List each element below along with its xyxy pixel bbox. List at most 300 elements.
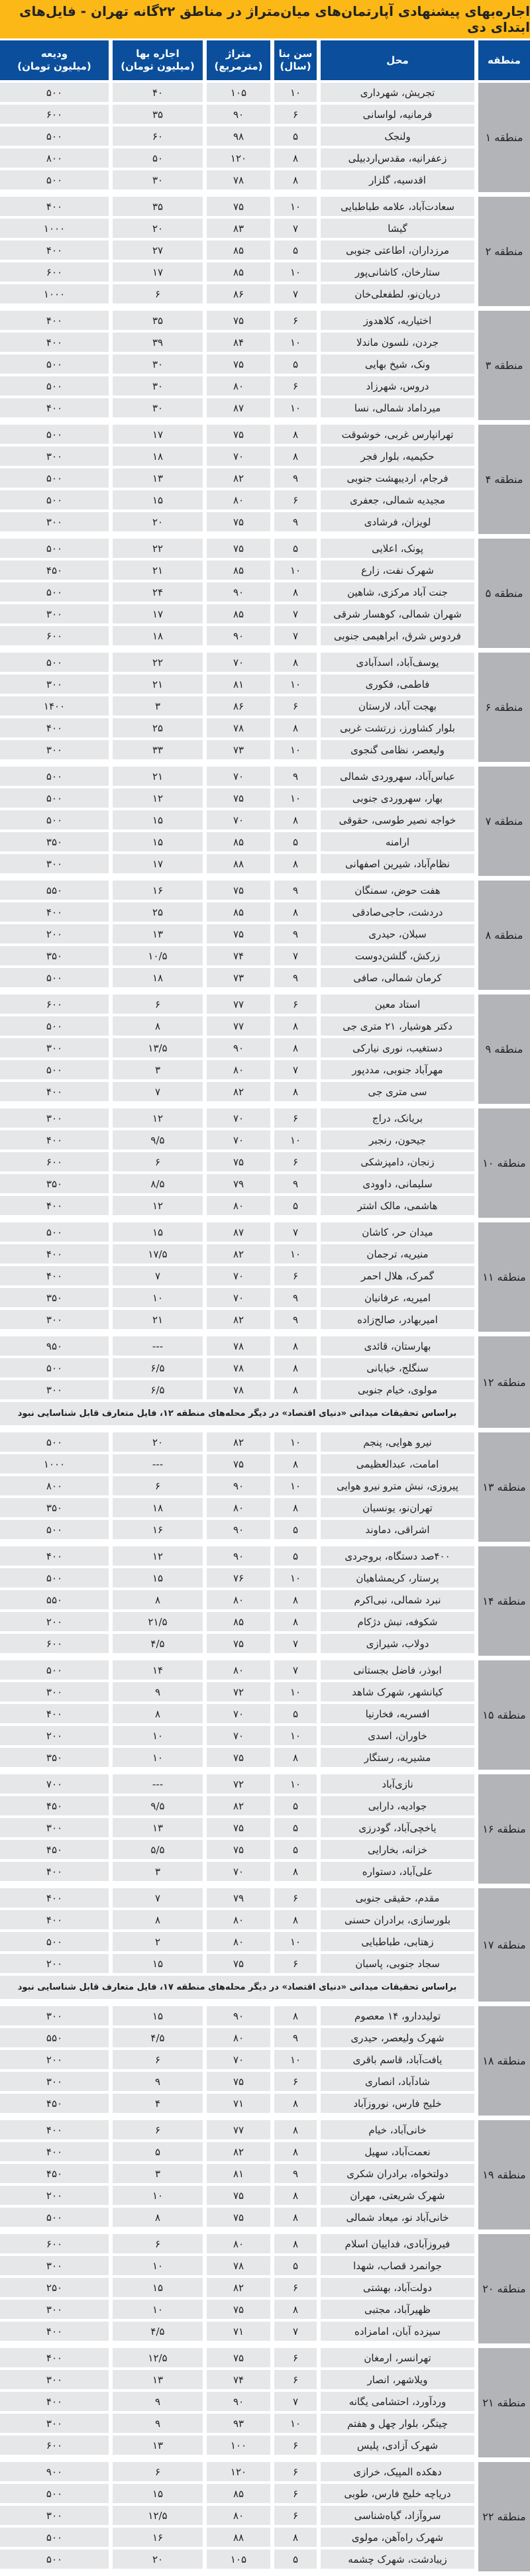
age-cell: ۵ bbox=[274, 1196, 317, 1215]
rent-cell: ۲۰ bbox=[113, 2549, 203, 2569]
table-row bbox=[0, 83, 474, 102]
table-row bbox=[0, 105, 474, 124]
rent-cell: ۸ bbox=[113, 1910, 203, 1929]
age-cell: ۶ bbox=[274, 994, 317, 1014]
rent-cell: ۲۲ bbox=[113, 653, 203, 672]
place-cell: پرستار، کریمشاهیان bbox=[321, 1568, 474, 1587]
rent-cell: ۹/۵ bbox=[113, 1796, 203, 1815]
rent-cell: ۸ bbox=[113, 1590, 203, 1609]
rent-cell: ۹ bbox=[113, 2414, 203, 2433]
area-cell: ۷۵ bbox=[207, 1152, 270, 1171]
area-cell: ۸۲ bbox=[207, 2142, 270, 2161]
deposit-cell: ۴۰۰ bbox=[0, 2322, 109, 2341]
header-rent-unit: (میلیون تومان) bbox=[121, 60, 195, 72]
zone-group bbox=[0, 1660, 530, 1770]
age-cell: ۱۰ bbox=[274, 398, 317, 417]
place-cell: یافت‌آباد، قاسم باقری bbox=[321, 2050, 474, 2069]
place-cell: امیریه، عرفانیان bbox=[321, 1288, 474, 1307]
zone-label: منطقه ۱۷ bbox=[478, 1888, 530, 2002]
zone-label: منطقه ۳ bbox=[478, 311, 530, 420]
area-cell: ۹۰ bbox=[207, 2392, 270, 2411]
place-cell: نیرو هوایی، پنجم bbox=[321, 1432, 474, 1452]
header-rent bbox=[113, 40, 203, 80]
table-row bbox=[0, 1358, 474, 1377]
rent-cell: ۲ bbox=[113, 1932, 203, 1951]
zone-group bbox=[0, 539, 530, 648]
zone-label: منطقه ۱۳ bbox=[478, 1432, 530, 1542]
zone-group bbox=[0, 767, 530, 876]
rent-cell: ۱۳ bbox=[113, 1818, 203, 1837]
place-cell: استاد معین bbox=[321, 994, 474, 1014]
age-cell: ۹ bbox=[274, 767, 317, 786]
deposit-cell: ۵۵۰ bbox=[0, 2028, 109, 2047]
header-area bbox=[207, 40, 270, 80]
area-cell: ۷۸ bbox=[207, 1336, 270, 1356]
place-cell: کیانشهر، شهرک شاهد bbox=[321, 1682, 474, 1701]
deposit-cell: ۱۰۰۰ bbox=[0, 1454, 109, 1474]
table-row bbox=[0, 1266, 474, 1285]
area-cell: ۷۵ bbox=[207, 539, 270, 558]
table-row bbox=[0, 2528, 474, 2547]
place-cell: دریان‌نو، لطفعلی‌خان bbox=[321, 284, 474, 303]
area-cell: ۷۵ bbox=[207, 2072, 270, 2091]
place-cell: پونک، اعلایی bbox=[321, 539, 474, 558]
rent-cell: --- bbox=[113, 1774, 203, 1794]
table-row bbox=[0, 1108, 474, 1128]
area-cell: ۷۵ bbox=[207, 1454, 270, 1474]
deposit-cell: ۵۰۰ bbox=[0, 468, 109, 488]
age-cell: ۸ bbox=[274, 810, 317, 830]
place-cell: دریاچه خلیج فارس، طوبی bbox=[321, 2484, 474, 2503]
area-cell: ۸۱ bbox=[207, 2164, 270, 2183]
deposit-cell: ۶۰۰ bbox=[0, 1634, 109, 1653]
deposit-cell: ۴۵۰ bbox=[0, 561, 109, 580]
place-cell: جوادیه، دارابی bbox=[321, 1796, 474, 1815]
area-cell: ۸۵ bbox=[207, 902, 270, 922]
header-rent-label: اجاره بها bbox=[136, 48, 180, 60]
age-cell: ۹ bbox=[274, 1288, 317, 1307]
table-row bbox=[0, 1130, 474, 1150]
area-cell: ۸۸ bbox=[207, 854, 270, 873]
deposit-cell: ۹۰۰ bbox=[0, 2462, 109, 2481]
age-cell: ۷ bbox=[274, 2322, 317, 2341]
area-cell: ۸۶ bbox=[207, 696, 270, 716]
place-cell: دهکده المپیک، خرازی bbox=[321, 2462, 474, 2481]
table-row bbox=[0, 2234, 474, 2253]
table-row bbox=[0, 767, 474, 786]
table-row bbox=[0, 1888, 474, 1907]
age-cell: ۸ bbox=[274, 1336, 317, 1356]
rent-cell: ۵ bbox=[113, 2142, 203, 2161]
zone-group bbox=[0, 2120, 530, 2229]
deposit-cell: ۳۰۰ bbox=[0, 2370, 109, 2389]
place-cell: افسریه، فخارنیا bbox=[321, 1704, 474, 1723]
area-cell: ۸۰ bbox=[207, 490, 270, 510]
rent-cell: ۱۵ bbox=[113, 2484, 203, 2503]
age-cell: ۱۰ bbox=[274, 1682, 317, 1701]
place-cell: هفت حوض، سمنگان bbox=[321, 881, 474, 900]
age-cell: ۹ bbox=[274, 2028, 317, 2047]
deposit-cell: ۳۵۰ bbox=[0, 1174, 109, 1193]
area-cell: ۸۰ bbox=[207, 1660, 270, 1680]
age-cell: ۱۰ bbox=[274, 2414, 317, 2433]
deposit-cell: ۳۰۰ bbox=[0, 1818, 109, 1837]
rent-cell: ۵۰ bbox=[113, 148, 203, 168]
deposit-cell: ۳۰۰ bbox=[0, 2256, 109, 2275]
age-cell: ۸ bbox=[274, 902, 317, 922]
zone-group bbox=[0, 1774, 530, 1884]
area-cell: ۷۷ bbox=[207, 1016, 270, 1036]
table-row bbox=[0, 994, 474, 1014]
place-cell: تولیددارو، ۱۴ معصوم bbox=[321, 2006, 474, 2025]
age-cell: ۱۰ bbox=[274, 1774, 317, 1794]
table-row bbox=[0, 2322, 474, 2341]
area-cell: ۸۶ bbox=[207, 284, 270, 303]
area-cell: ۷۵ bbox=[207, 788, 270, 808]
rent-cell: ۳۹ bbox=[113, 333, 203, 352]
rent-cell: ۱۸ bbox=[113, 447, 203, 466]
zone-label: منطقه ۱۰ bbox=[478, 1108, 530, 1218]
area-cell: ۷۲ bbox=[207, 1774, 270, 1794]
area-cell: ۷۵ bbox=[207, 1954, 270, 1973]
zone-label: منطقه ۱۴ bbox=[478, 1546, 530, 1656]
table-row bbox=[0, 1612, 474, 1631]
rent-cell: ۲۱/۵ bbox=[113, 1612, 203, 1631]
zone-label: منطقه ۲ bbox=[478, 197, 530, 306]
table-row bbox=[0, 604, 474, 623]
zone-label: منطقه ۲۲ bbox=[478, 2462, 530, 2571]
age-cell: ۸ bbox=[274, 2094, 317, 2113]
rent-cell: ۶ bbox=[113, 2050, 203, 2069]
deposit-cell: ۳۵۰ bbox=[0, 1498, 109, 1517]
deposit-cell: ۵۰۰ bbox=[0, 1568, 109, 1587]
place-cell: مرزداران، اطاعتی جنوبی bbox=[321, 241, 474, 260]
deposit-cell: ۵۵۰ bbox=[0, 1590, 109, 1609]
area-cell: ۷۰ bbox=[207, 1726, 270, 1745]
deposit-cell: ۲۰۰ bbox=[0, 924, 109, 943]
area-cell: ۸۴ bbox=[207, 333, 270, 352]
place-cell: ابوذر، فاضل بجستانی bbox=[321, 1660, 474, 1680]
age-cell: ۸ bbox=[274, 2142, 317, 2161]
age-cell: ۶ bbox=[274, 2072, 317, 2091]
deposit-cell: ۵۰۰ bbox=[0, 1060, 109, 1079]
table-row bbox=[0, 468, 474, 488]
place-cell: سیزده آبان، امامزاده bbox=[321, 2322, 474, 2341]
header-age-unit: (سال) bbox=[280, 60, 311, 72]
area-cell: ۷۷ bbox=[207, 2120, 270, 2139]
deposit-cell: ۳۰۰ bbox=[0, 1380, 109, 1399]
header-place bbox=[321, 40, 474, 80]
age-cell: ۹ bbox=[274, 468, 317, 488]
area-cell: ۷۰ bbox=[207, 1862, 270, 1881]
table-row bbox=[0, 197, 474, 216]
age-cell: ۸ bbox=[274, 718, 317, 737]
table-row bbox=[0, 1568, 474, 1587]
age-cell: ۹ bbox=[274, 1174, 317, 1193]
deposit-cell: ۳۵۰ bbox=[0, 1748, 109, 1767]
place-cell: ظهیرآباد، مجتبی bbox=[321, 2300, 474, 2319]
age-cell: ۸ bbox=[274, 170, 317, 189]
rent-cell: ۴ bbox=[113, 2094, 203, 2113]
area-cell: ۷۵ bbox=[207, 1748, 270, 1767]
area-cell: ۸۱ bbox=[207, 674, 270, 694]
rent-cell: ۴۰ bbox=[113, 83, 203, 102]
area-cell: ۷۶ bbox=[207, 1568, 270, 1587]
age-cell: ۶ bbox=[274, 2370, 317, 2389]
age-cell: ۶ bbox=[274, 1888, 317, 1907]
rent-cell: ۱۵ bbox=[113, 832, 203, 851]
table-row bbox=[0, 1174, 474, 1193]
deposit-cell: ۲۰۰ bbox=[0, 1612, 109, 1631]
deposit-cell: ۴۰۰ bbox=[0, 333, 109, 352]
table-row bbox=[0, 1038, 474, 1057]
table-row bbox=[0, 170, 474, 189]
area-cell: ۷۵ bbox=[207, 354, 270, 374]
age-cell: ۵ bbox=[274, 2549, 317, 2569]
age-cell: ۸ bbox=[274, 1612, 317, 1631]
deposit-cell: ۵۰۰ bbox=[0, 170, 109, 189]
area-cell: ۸۸ bbox=[207, 2528, 270, 2547]
zone-group bbox=[0, 1546, 530, 1656]
age-cell: ۷ bbox=[274, 1660, 317, 1680]
age-cell: ۶ bbox=[274, 1152, 317, 1171]
rent-cell: ۱۲ bbox=[113, 1546, 203, 1566]
age-cell: ۵ bbox=[274, 354, 317, 374]
rent-cell: ۶ bbox=[113, 2120, 203, 2139]
table-row bbox=[0, 1634, 474, 1653]
table-row bbox=[0, 1244, 474, 1263]
rent-cell: ۱۳/۵ bbox=[113, 1038, 203, 1057]
place-cell: شهران شمالی، کوهسار شرقی bbox=[321, 604, 474, 623]
age-cell: ۸ bbox=[274, 1590, 317, 1609]
place-cell: دروس، شهرزاد bbox=[321, 376, 474, 396]
age-cell: ۱۰ bbox=[274, 788, 317, 808]
table-row bbox=[0, 1310, 474, 1329]
age-cell: ۱۰ bbox=[274, 1726, 317, 1745]
age-cell: ۸ bbox=[274, 2300, 317, 2319]
place-cell: ولنجک bbox=[321, 127, 474, 146]
deposit-cell: ۴۰۰ bbox=[0, 2348, 109, 2367]
deposit-cell: ۳۰۰ bbox=[0, 854, 109, 873]
rent-cell: ۶ bbox=[113, 2462, 203, 2481]
rent-cell: ۸ bbox=[113, 2208, 203, 2227]
deposit-cell: ۴۰۰ bbox=[0, 398, 109, 417]
rent-cell: ۲۱ bbox=[113, 767, 203, 786]
zone-label: منطقه ۲۱ bbox=[478, 2348, 530, 2457]
table-row bbox=[0, 425, 474, 444]
age-cell: ۸ bbox=[274, 1380, 317, 1399]
zone-label: منطقه ۱ bbox=[478, 83, 530, 192]
zone-note: براساس تحقیقات میدانی «دنیای اقتصاد» در دیگر محله‌های منطقه ۱۷، فایل متعارف قابل شناسایی نبود bbox=[0, 1976, 474, 1999]
table-row bbox=[0, 2142, 474, 2161]
rent-cell: ۱۵ bbox=[113, 1954, 203, 1973]
age-cell: ۸ bbox=[274, 582, 317, 602]
zone-label: منطقه ۱۱ bbox=[478, 1222, 530, 1332]
place-cell: چیتگر، بلوار چهل و هفتم bbox=[321, 2414, 474, 2433]
zone-label: منطقه ۱۲ bbox=[478, 1336, 530, 1428]
place-cell: تهرانسر، ارمغان bbox=[321, 2348, 474, 2367]
rent-cell: ۴/۵ bbox=[113, 2322, 203, 2341]
rent-cell: ۴/۵ bbox=[113, 2028, 203, 2047]
table-row bbox=[0, 2300, 474, 2319]
place-cell: نظام‌آباد، شیرین اصفهانی bbox=[321, 854, 474, 873]
rent-cell: ۱۳ bbox=[113, 468, 203, 488]
area-cell: ۱۲۰ bbox=[207, 148, 270, 168]
table-header bbox=[0, 40, 530, 83]
table-row bbox=[0, 2436, 474, 2455]
age-cell: ۹ bbox=[274, 968, 317, 987]
table-row bbox=[0, 241, 474, 260]
deposit-cell: ۴۵۰ bbox=[0, 1840, 109, 1859]
table-row bbox=[0, 1082, 474, 1101]
table-row bbox=[0, 1380, 474, 1399]
area-cell: ۸۲ bbox=[207, 1310, 270, 1329]
deposit-cell: ۴۰۰ bbox=[0, 1082, 109, 1101]
zone-label: منطقه ۹ bbox=[478, 994, 530, 1104]
deposit-cell: ۵۰۰ bbox=[0, 1932, 109, 1951]
rent-cell: --- bbox=[113, 1336, 203, 1356]
rent-cell: ۲۰ bbox=[113, 512, 203, 531]
age-cell: ۷ bbox=[274, 1222, 317, 1242]
rent-cell: ۱۴ bbox=[113, 1660, 203, 1680]
place-cell: بریانک، دراج bbox=[321, 1108, 474, 1128]
area-cell: ۷۴ bbox=[207, 2370, 270, 2389]
rent-cell: ۱۲ bbox=[113, 788, 203, 808]
rent-cell: ۶ bbox=[113, 284, 203, 303]
area-cell: ۸۵ bbox=[207, 832, 270, 851]
age-cell: ۵ bbox=[274, 1546, 317, 1566]
age-cell: ۶ bbox=[274, 2462, 317, 2481]
deposit-cell: ۴۰۰ bbox=[0, 1862, 109, 1881]
table-row bbox=[0, 740, 474, 759]
table-row bbox=[0, 1546, 474, 1566]
table-row bbox=[0, 1590, 474, 1609]
table-row bbox=[0, 968, 474, 987]
place-cell: خلیج فارس، نوروزآباد bbox=[321, 2094, 474, 2113]
rent-cell: ۱۸ bbox=[113, 1498, 203, 1517]
place-cell: دولاب، شیرازی bbox=[321, 1634, 474, 1653]
place-cell: زیبادشت، شهرک چشمه bbox=[321, 2549, 474, 2569]
age-cell: ۷ bbox=[274, 219, 317, 238]
rent-cell: ۸ bbox=[113, 1704, 203, 1723]
place-cell: نازی‌آباد bbox=[321, 1774, 474, 1794]
place-cell: مولوی، خیام جنوبی bbox=[321, 1380, 474, 1399]
area-cell: ۷۰ bbox=[207, 653, 270, 672]
rent-cell: ۱۲ bbox=[113, 1108, 203, 1128]
place-cell: فاطمی، فکوری bbox=[321, 674, 474, 694]
area-cell: ۷۵ bbox=[207, 1634, 270, 1653]
table-row bbox=[0, 582, 474, 602]
deposit-cell: ۳۰۰ bbox=[0, 1108, 109, 1128]
age-cell: ۸ bbox=[274, 1748, 317, 1767]
table-row bbox=[0, 148, 474, 168]
table-row bbox=[0, 398, 474, 417]
table-row bbox=[0, 1932, 474, 1951]
rent-cell: ۷ bbox=[113, 1082, 203, 1101]
rent-cell: ۳۵ bbox=[113, 105, 203, 124]
table-row bbox=[0, 1818, 474, 1837]
age-cell: ۶ bbox=[274, 1266, 317, 1285]
table-row bbox=[0, 2506, 474, 2525]
rent-cell: ۱۷ bbox=[113, 604, 203, 623]
rent-cell: ۲۱ bbox=[113, 674, 203, 694]
rent-cell: ۹ bbox=[113, 2072, 203, 2091]
age-cell: ۷ bbox=[274, 1060, 317, 1079]
deposit-cell: ۵۰۰ bbox=[0, 1520, 109, 1539]
deposit-cell: ۷۰۰ bbox=[0, 1774, 109, 1794]
place-cell: بهار، سهروردی جنوبی bbox=[321, 788, 474, 808]
area-cell: ۷۰ bbox=[207, 1108, 270, 1128]
place-cell: بلورسازی، برادران حسنی bbox=[321, 1910, 474, 1929]
age-cell: ۵ bbox=[274, 241, 317, 260]
deposit-cell: ۵۰۰ bbox=[0, 1358, 109, 1377]
age-cell: ۸ bbox=[274, 653, 317, 672]
place-cell: مقدم، حقیقی جنوبی bbox=[321, 1888, 474, 1907]
area-cell: ۸۵ bbox=[207, 2484, 270, 2503]
area-cell: ۷۰ bbox=[207, 767, 270, 786]
table-row bbox=[0, 311, 474, 330]
area-cell: ۷۵ bbox=[207, 2300, 270, 2319]
zone-group bbox=[0, 1222, 530, 1332]
table-row bbox=[0, 832, 474, 851]
table-row bbox=[0, 127, 474, 146]
deposit-cell: ۶۰۰ bbox=[0, 262, 109, 282]
deposit-cell: ۵۰۰ bbox=[0, 582, 109, 602]
table-row bbox=[0, 1682, 474, 1701]
rent-cell: ۱۷ bbox=[113, 262, 203, 282]
deposit-cell: ۲۵۰ bbox=[0, 2278, 109, 2297]
place-cell: خانی‌آباد، خیام bbox=[321, 2120, 474, 2139]
age-cell: ۸ bbox=[274, 2120, 317, 2139]
area-cell: ۸۰ bbox=[207, 1498, 270, 1517]
table-row bbox=[0, 2094, 474, 2113]
deposit-cell: ۳۵۰ bbox=[0, 946, 109, 965]
age-cell: ۷ bbox=[274, 284, 317, 303]
table-row bbox=[0, 2462, 474, 2481]
table-row bbox=[0, 2186, 474, 2205]
rent-cell: ۵/۵ bbox=[113, 1840, 203, 1859]
place-cell: اختیاریه، کلاهدوز bbox=[321, 311, 474, 330]
age-cell: ۶ bbox=[274, 311, 317, 330]
age-cell: ۶ bbox=[274, 2436, 317, 2455]
zone-label: منطقه ۴ bbox=[478, 425, 530, 534]
area-cell: ۷۱ bbox=[207, 2322, 270, 2341]
table-row bbox=[0, 2208, 474, 2227]
zone-group bbox=[0, 2234, 530, 2343]
area-cell: ۷۵ bbox=[207, 924, 270, 943]
deposit-cell: ۶۰۰ bbox=[0, 105, 109, 124]
age-cell: ۱۰ bbox=[274, 197, 317, 216]
place-cell: بلوار کشاورز، زرتشت غربی bbox=[321, 718, 474, 737]
deposit-cell: ۳۰۰ bbox=[0, 1682, 109, 1701]
rent-cell: ۱۵ bbox=[113, 1222, 203, 1242]
age-cell: ۶ bbox=[274, 2278, 317, 2297]
deposit-cell: ۳۰۰ bbox=[0, 512, 109, 531]
rent-cell: ۹/۵ bbox=[113, 1130, 203, 1150]
table-row bbox=[0, 1498, 474, 1517]
zone-label: منطقه ۲۰ bbox=[478, 2234, 530, 2343]
zone-label: منطقه ۱۹ bbox=[478, 2120, 530, 2229]
deposit-cell: ۳۵۰ bbox=[0, 1288, 109, 1307]
rent-cell: ۱۷ bbox=[113, 854, 203, 873]
deposit-cell: ۴۰۰ bbox=[0, 2392, 109, 2411]
deposit-cell: ۵۰۰ bbox=[0, 539, 109, 558]
age-cell: ۸ bbox=[274, 1454, 317, 1474]
age-cell: ۱۰ bbox=[274, 1432, 317, 1452]
area-cell: ۸۰ bbox=[207, 1060, 270, 1079]
age-cell: ۱۰ bbox=[274, 561, 317, 580]
table-row bbox=[0, 284, 474, 303]
